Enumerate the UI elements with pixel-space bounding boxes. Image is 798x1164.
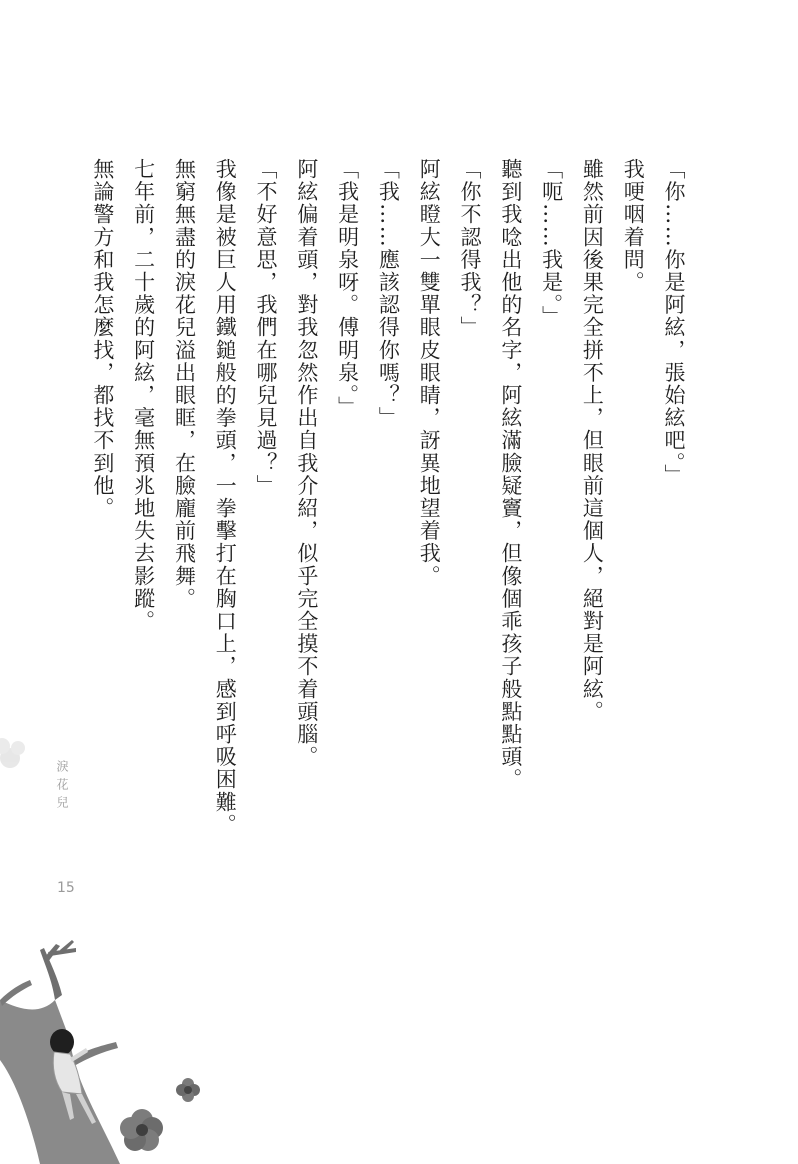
paragraph: 阿絃偏着頭，對我忽然作出自我介紹，似乎完全摸不着頭腦。 (294, 158, 319, 769)
flower-icon (120, 1078, 200, 1151)
paragraph: 「呃……我是。」 (539, 158, 564, 329)
paragraph: 無論警方和我怎麼找，都找不到他。 (90, 158, 115, 520)
paragraph: 「你……你是阿絃，張始絃吧。」 (662, 158, 686, 487)
paragraph: 七年前，二十歲的阿絃，毫無預兆地失去影蹤。 (131, 158, 156, 633)
paragraph: 我哽咽着問。 (621, 158, 646, 294)
page-number: 15 (57, 880, 75, 896)
paragraph: 聽到我唸出他的名字，阿絃滿臉疑竇，但像個乖孩子般點點頭。 (498, 158, 523, 791)
paragraph: 「我……應該認得你嗎？」 (376, 158, 401, 430)
paragraph: 「我是明泉呀。傅明泉。」 (335, 158, 360, 419)
paragraph: 我像是被巨人用鐵鎚般的拳頭，一拳擊打在胸口上，感到呼吸困難。 (213, 158, 238, 836)
paragraph: 雖然前因後果完全拼不上，但眼前這個人，絕對是阿絃。 (580, 158, 605, 723)
paragraph: 無窮無盡的淚花兒溢出眼眶，在臉龐前飛舞。 (172, 158, 197, 610)
running-title: 淚花兒 (55, 760, 69, 814)
faint-flower-icon (0, 738, 25, 768)
paragraph: 「不好意思，我們在哪兒見過？」 (254, 158, 279, 497)
paragraph: 「你不認得我？」 (458, 158, 483, 339)
paragraph: 阿絃瞪大一雙單眼皮眼睛，訝異地望着我。 (417, 158, 442, 588)
